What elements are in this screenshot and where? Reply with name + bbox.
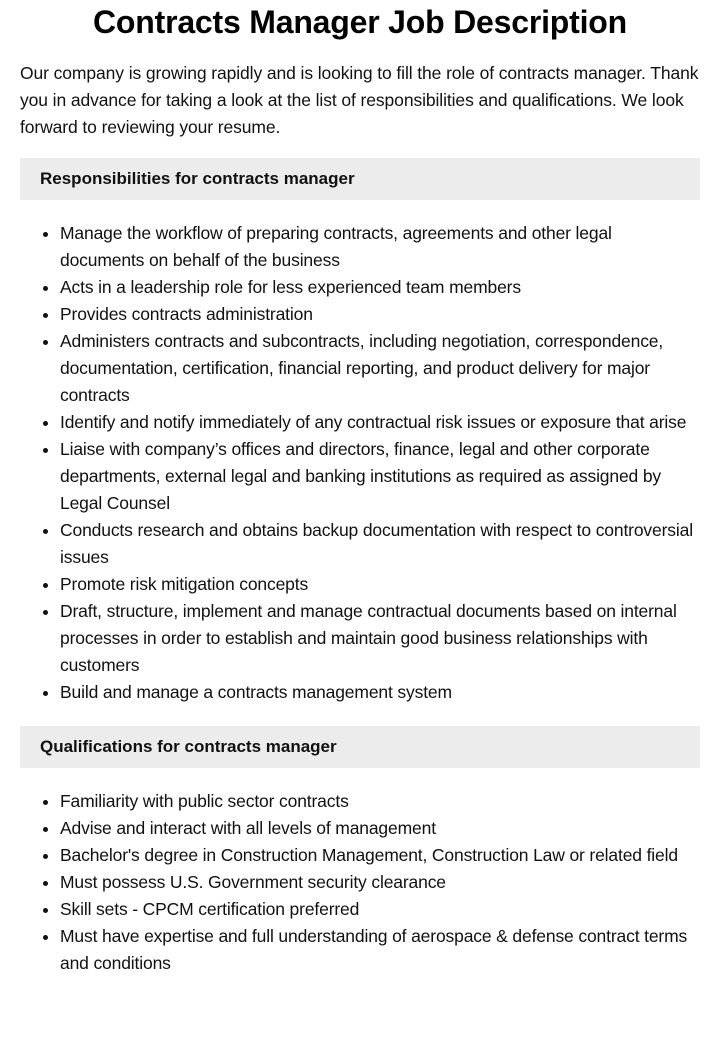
bullet-icon — [43, 313, 48, 318]
intro-paragraph: Our company is growing rapidly and is looking to fill the role of contracts manager. Thank you in advance for taking a look at the list of responsibilities and qualifications. We look forward to reviewing your resume. — [20, 63, 699, 137]
page-title: Contracts Manager Job Description — [93, 4, 627, 40]
bullet-icon — [43, 286, 48, 291]
list-item: Acts in a leadership role for less experienced team members — [60, 274, 696, 301]
bullet-icon — [43, 529, 48, 534]
bullet-icon — [43, 935, 48, 940]
bullet-icon — [43, 881, 48, 886]
list-item: Familiarity with public sector contracts — [60, 788, 696, 815]
list-item: Skill sets - CPCM certification preferred — [60, 896, 696, 923]
bullet-icon — [43, 908, 48, 913]
responsibilities-list — [20, 220, 700, 706]
list-item: Draft, structure, implement and manage contractual documents based on internal processes in order to establish and maintain good business relationships with customers — [60, 598, 696, 679]
bullet-icon — [43, 421, 48, 426]
list-item: Identify and notify immediately of any contractual risk issues or exposure that arise — [60, 409, 696, 436]
qualifications-heading: Qualifications for contracts manager — [20, 726, 700, 768]
list-item: Promote risk mitigation concepts — [60, 571, 696, 598]
list-item: Advise and interact with all levels of management — [60, 815, 696, 842]
list-item: Conducts research and obtains backup documentation with respect to controversial issues — [60, 517, 696, 571]
bullet-icon — [43, 610, 48, 615]
bullet-icon — [43, 691, 48, 696]
list-item: Bachelor's degree in Construction Management, Construction Law or related field — [60, 842, 696, 869]
list-item: Administers contracts and subcontracts, including negotiation, correspondence, documentation, certification, financial reporting, and product delivery for major contracts — [60, 328, 696, 409]
bullet-icon — [43, 800, 48, 805]
bullet-icon — [43, 827, 48, 832]
list-item: Liaise with company’s offices and directors, finance, legal and other corporate departments, external legal and banking institutions as required as assigned by Legal Counsel — [60, 436, 696, 517]
bullet-icon — [43, 340, 48, 345]
list-item: Must have expertise and full understanding of aerospace & defense contract terms and conditions — [60, 923, 696, 977]
list-item: Manage the workflow of preparing contracts, agreements and other legal documents on behalf of the business — [60, 220, 696, 274]
bullet-icon — [43, 854, 48, 859]
bullet-icon — [43, 448, 48, 453]
list-item: Provides contracts administration — [60, 301, 696, 328]
bullet-icon — [43, 232, 48, 237]
list-item: Build and manage a contracts management system — [60, 679, 696, 706]
responsibilities-heading: Responsibilities for contracts manager — [20, 158, 700, 200]
bullet-icon — [43, 583, 48, 588]
list-item: Must possess U.S. Government security clearance — [60, 869, 696, 896]
qualifications-list — [20, 788, 700, 977]
